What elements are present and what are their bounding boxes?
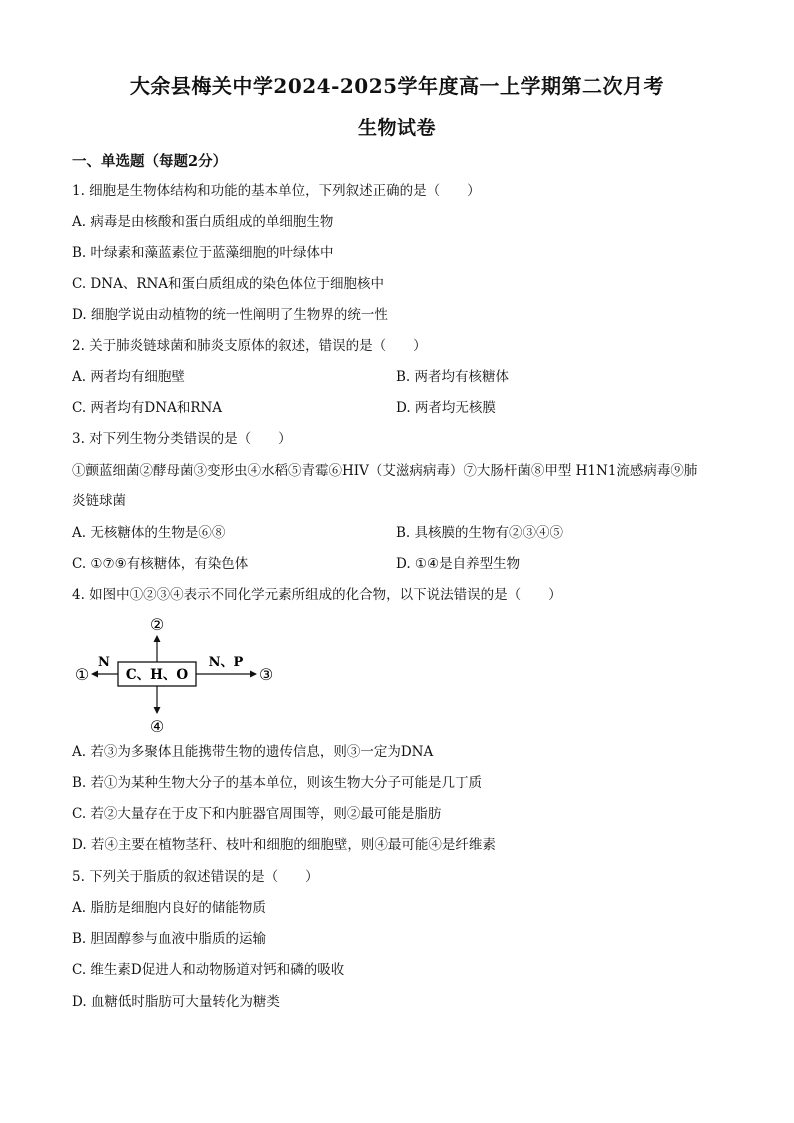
question-3-option-d: D. ①④是自养型生物 — [396, 556, 521, 572]
question-5-option-b: B. 胆固醇参与血液中脂质的运输 — [72, 931, 267, 947]
question-2-option-a: A. 两者均有细胞壁 — [72, 369, 185, 385]
exam-title: 大余县梅关中学2024-2025学年度高一上学期第二次月考 — [129, 74, 665, 98]
question-3-option-a: A. 无核糖体的生物是⑥⑧ — [72, 525, 226, 541]
question-3-material-line-2: 炎链球菌 — [72, 493, 126, 509]
left-added-element: N — [98, 655, 110, 670]
question-5-option-c: C. 维生素D促进人和动物肠道对钙和磷的吸收 — [72, 962, 345, 978]
element-compound-diagram — [60, 612, 300, 738]
question-1-option-d: D. 细胞学说由动植物的统一性阐明了生物界的统一性 — [72, 307, 388, 323]
question-5-stem: 5. 下列关于脂质的叙述错误的是（ ） — [72, 869, 319, 885]
question-3-option-c: C. ①⑦⑨有核糖体，有染色体 — [72, 556, 249, 572]
question-2-option-c: C. 两者均有DNA和RNA — [72, 400, 223, 416]
question-3-material-line-1: ①颤蓝细菌②酵母菌③变形虫④水稻⑤青霉⑥HIV（艾滋病病毒）⑦大肠杆菌⑧甲型 H1N1流感病毒⑨肺 — [72, 463, 698, 479]
compound-3-label: ③ — [258, 665, 274, 684]
question-3-stem: 3. 对下列生物分类错误的是（ ） — [72, 431, 292, 447]
question-4-option-d: D. 若④主要在植物茎秆、枝叶和细胞的细胞壁，则④最可能④是纤维素 — [72, 837, 496, 853]
center-elements-label: C、H、O — [125, 667, 189, 683]
question-3-option-b: B. 具核膜的生物有②③④⑤ — [396, 525, 564, 541]
question-5-option-a: A. 脂肪是细胞内良好的储能物质 — [72, 900, 266, 916]
question-1-option-b: B. 叶绿素和藻蓝素位于蓝藻细胞的叶绿体中 — [72, 245, 334, 261]
question-1-option-a: A. 病毒是由核酸和蛋白质组成的单细胞生物 — [72, 214, 334, 230]
question-4-option-b: B. 若①为某种生物大分子的基本单位，则该生物大分子可能是几丁质 — [72, 775, 483, 791]
exam-subtitle: 生物试卷 — [357, 117, 436, 139]
right-added-elements: N、P — [208, 655, 244, 670]
question-2-option-d: D. 两者均无核膜 — [396, 400, 496, 416]
question-5-option-d: D. 血糖低时脂肪可大量转化为糖类 — [72, 994, 280, 1010]
compound-2-label: ② — [149, 615, 165, 634]
question-2-option-b: B. 两者均有核糖体 — [396, 369, 510, 385]
question-4-stem: 4. 如图中①②③④表示不同化学元素所组成的化合物，以下说法错误的是（ ） — [72, 587, 562, 603]
compound-4-label: ④ — [149, 717, 165, 736]
compound-1-label: ① — [74, 665, 90, 684]
question-1-stem: 1. 细胞是生物体结构和功能的基本单位，下列叙述正确的是（ ） — [72, 183, 481, 199]
question-4-option-c: C. 若②大量存在于皮下和内脏器官周围等，则②最可能是脂肪 — [72, 806, 442, 822]
question-4-option-a: A. 若③为多聚体且能携带生物的遗传信息，则③一定为DNA — [72, 744, 434, 760]
section-heading: 一、单选题（每题2分） — [72, 153, 228, 170]
question-2-stem: 2. 关于肺炎链球菌和肺炎支原体的叙述，错误的是（ ） — [72, 338, 427, 354]
question-1-option-c: C. DNA、RNA和蛋白质组成的染色体位于细胞核中 — [72, 276, 385, 292]
